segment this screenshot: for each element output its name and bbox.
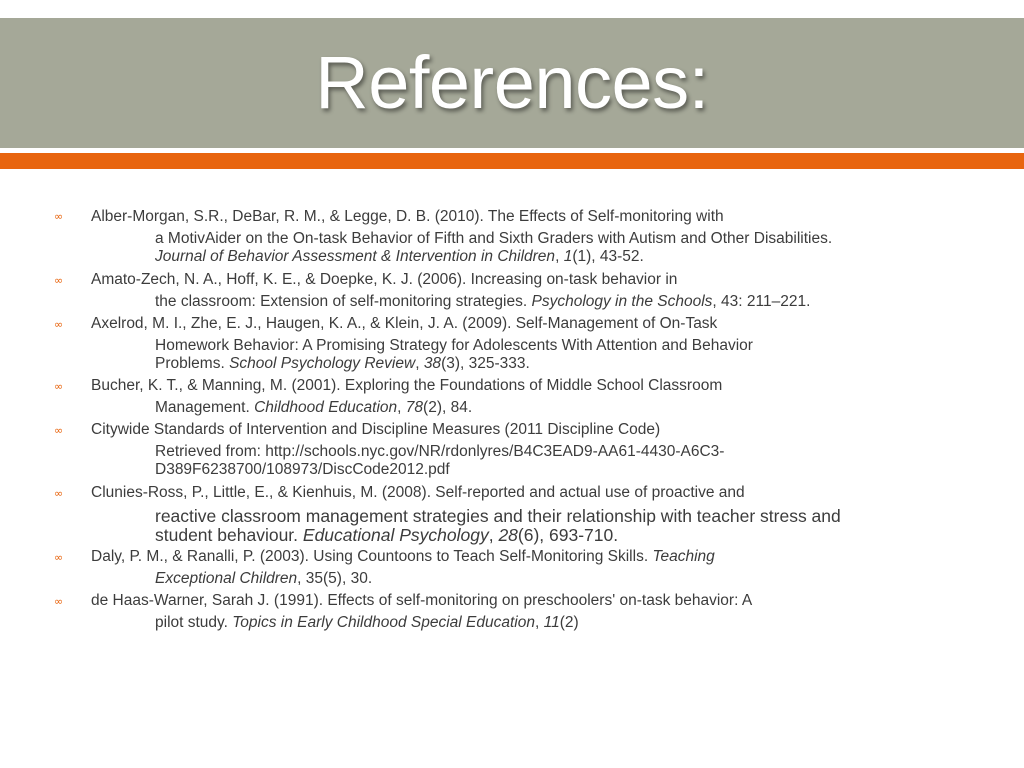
reference-text: pilot study.: [155, 614, 233, 631]
reference-line: Clunies-Ross, P., Little, E., & Kienhuis, M. (2008). Self-reported and actual use of proactive and: [91, 484, 745, 501]
reference-line: [155, 355, 530, 373]
reference-line: Alber-Morgan, S.R., DeBar, R. M., & Legge, D. B. (2010). The Effects of Self-monitoring with: [91, 208, 724, 225]
swirl-bullet-icon: ∞: [54, 487, 64, 500]
journal-title: Journal of Behavior Assessment & Intervention in Children: [155, 248, 556, 265]
reference-url-line: Retrieved from: http://schools.nyc.gov/NR/rdonlyres/B4C3EAD9-AA61-4430-A6C3-: [155, 443, 725, 460]
reference-line: a MotivAider on the On-task Behavior of Fifth and Sixth Graders with Autism and Other Disabilities.: [155, 230, 833, 247]
citation-details: (2), 84.: [423, 399, 473, 416]
reference-url-line: D389F6238700/108973/DiscCode2012.pdf: [155, 461, 450, 478]
reference-line: Bucher, K. T., & Manning, M. (2001). Exploring the Foundations of Middle School Classroom: [91, 377, 723, 394]
journal-volume: 78: [405, 399, 424, 416]
reference-line: reactive classroom management strategies and their relationship with teacher stress and: [155, 506, 841, 526]
journal-volume: 28: [498, 525, 518, 545]
journal-title: Exceptional Children: [155, 570, 298, 587]
citation-details: (1), 43-52.: [572, 248, 644, 265]
journal-volume: 38: [423, 355, 442, 372]
journal-volume: 1: [563, 248, 573, 265]
reference-line: de Haas-Warner, Sarah J. (1991). Effects of self-monitoring on preschoolers' on-task behavior: A: [91, 592, 753, 609]
reference-text: the classroom: Extension of self-monitoring strategies.: [155, 293, 532, 310]
swirl-bullet-icon: ∞: [54, 595, 64, 608]
reference-line: [155, 248, 644, 266]
reference-text: Management.: [155, 399, 255, 416]
journal-title: Teaching: [652, 548, 715, 565]
journal-title: Psychology in the Schools: [531, 293, 713, 310]
citation-details: (3), 325-333.: [441, 355, 530, 372]
citation-details: (2): [559, 614, 579, 631]
reference-text: Problems.: [155, 355, 230, 372]
reference-line: [91, 548, 715, 566]
reference-line: [155, 614, 579, 632]
separator: ,: [415, 355, 424, 372]
citation-details: , 35(5), 30.: [297, 570, 373, 587]
reference-line: Citywide Standards of Intervention and Discipline Measures (2011 Discipline Code): [91, 421, 661, 438]
swirl-bullet-icon: ∞: [54, 274, 64, 287]
journal-title: Topics in Early Childhood Special Education: [232, 614, 535, 631]
citation-details: , 43: 211–221.: [712, 293, 811, 310]
journal-volume: 11: [543, 614, 560, 631]
separator: ,: [535, 614, 544, 631]
swirl-bullet-icon: ∞: [54, 210, 64, 223]
journal-title: Childhood Education: [254, 399, 398, 416]
reference-line: [155, 293, 810, 311]
separator: ,: [555, 248, 564, 265]
journal-title: Educational Psychology: [302, 525, 489, 545]
swirl-bullet-icon: ∞: [54, 318, 64, 331]
citation-details: (6), 693-710.: [517, 525, 619, 545]
separator: ,: [397, 399, 406, 416]
reference-text: Daly, P. M., & Ranalli, P. (2003). Using Countoons to Teach Self-Monitoring Skills.: [91, 548, 653, 565]
swirl-bullet-icon: ∞: [54, 424, 64, 437]
swirl-bullet-icon: ∞: [54, 551, 64, 564]
separator: ,: [488, 525, 499, 545]
swirl-bullet-icon: ∞: [54, 380, 64, 393]
reference-line: Amato-Zech, N. A., Hoff, K. E., & Doepke, K. J. (2006). Increasing on-task behavior in: [91, 271, 678, 288]
journal-title: School Psychology Review: [229, 355, 416, 372]
reference-line: Axelrod, M. I., Zhe, E. J., Haugen, K. A., & Klein, J. A. (2009). Self-Management of On-Task: [91, 315, 718, 332]
slide-title: References:: [315, 41, 709, 124]
reference-line: Homework Behavior: A Promising Strategy for Adolescents With Attention and Behavior: [155, 337, 753, 354]
reference-line: [155, 570, 372, 588]
reference-line: [155, 525, 618, 545]
reference-line: [155, 399, 472, 417]
reference-text: student behaviour.: [155, 525, 303, 545]
